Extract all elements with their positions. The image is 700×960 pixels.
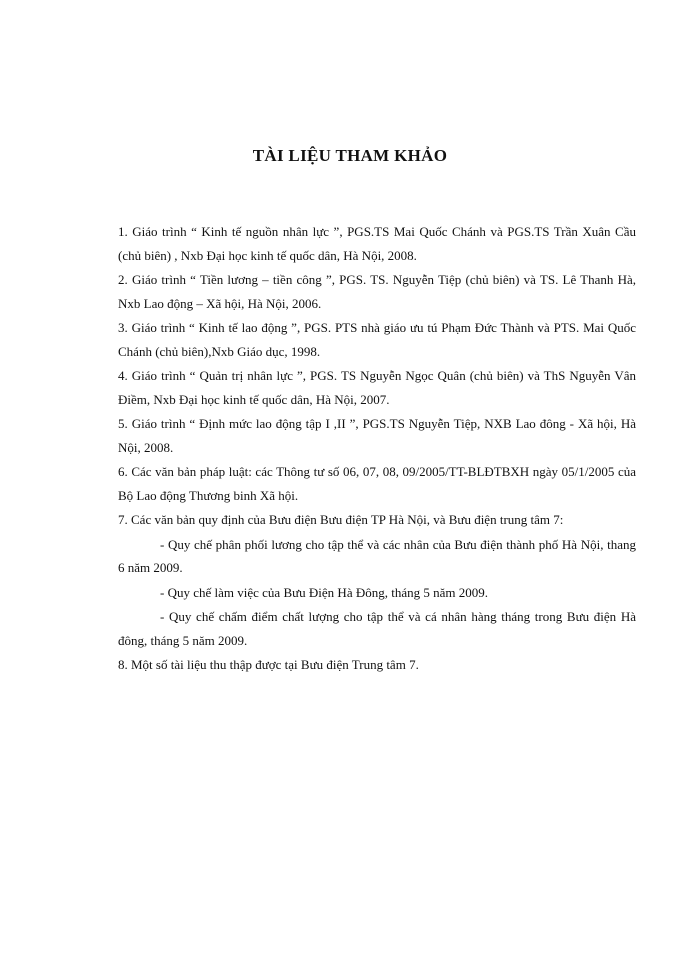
reference-item-3: 3. Giáo trình “ Kinh tế lao động ”, PGS. PTS nhà giáo ưu tú Phạm Đức Thành và PTS. Mai Quốc Chánh (chủ biên),Nxb Giáo dục, 1998. [118, 320, 636, 359]
reference-item-2: 2. Giáo trình “ Tiền lương – tiền công ”, PGS. TS. Nguyễn Tiệp (chủ biên) và TS. Lê Thanh Hà, Nxb Lao động – Xã hội, Hà Nội, 2006. [118, 272, 636, 311]
reference-sub-item-2: - Quy chế làm việc của Bưu Điện Hà Đông, tháng 5 năm 2009. [160, 584, 488, 600]
reference-item-6: 6. Các văn bản pháp luật: các Thông tư số 06, 07, 08, 09/2005/TT-BLĐTBXH ngày 05/1/2005 của Bộ Lao động Thương binh Xã hội. [118, 464, 636, 503]
reference-item-5: 5. Giáo trình “ Định mức lao động tập I ,II ”, PGS.TS Nguyễn Tiệp, NXB Lao đông - Xã hội, Hà Nội, 2008. [118, 416, 636, 455]
reference-sub-item-3: - Quy chế chấm điểm chất lượng cho tập thể và cá nhân hàng tháng trong Bưu điện Hà đông, tháng 5 năm 2009. [118, 609, 636, 648]
reference-item-4: 4. Giáo trình “ Quản trị nhân lực ”, PGS. TS Nguyễn Ngọc Quân (chủ biên) và ThS Nguyễn Vân Điềm, Nxb Đại học kinh tế quốc dân, Hà Nội, 2007. [118, 368, 636, 407]
page-title: TÀI LIỆU THAM KHẢO [252, 146, 448, 165]
reference-item-8: 8. Một số tài liệu thu thập được tại Bưu điện Trung tâm 7. [118, 657, 419, 672]
reference-sub-item-1: - Quy chế phân phối lương cho tập thể và các nhân của Bưu điện thành phố Hà Nội, thang 6 năm 2009. [118, 536, 636, 575]
reference-item-1: 1. Giáo trình “ Kinh tế nguồn nhân lực ”, PGS.TS Mai Quốc Chánh và PGS.TS Trần Xuân Cầu (chủ biên) , Nxb Đại học kinh tế quốc dân, Hà Nội, 2008. [118, 224, 636, 263]
reference-list [118, 220, 636, 678]
reference-item-7: 7. Các văn bản quy định của Bưu điện Bưu điện TP Hà Nội, và Bưu điện trung tâm 7: [118, 512, 564, 527]
